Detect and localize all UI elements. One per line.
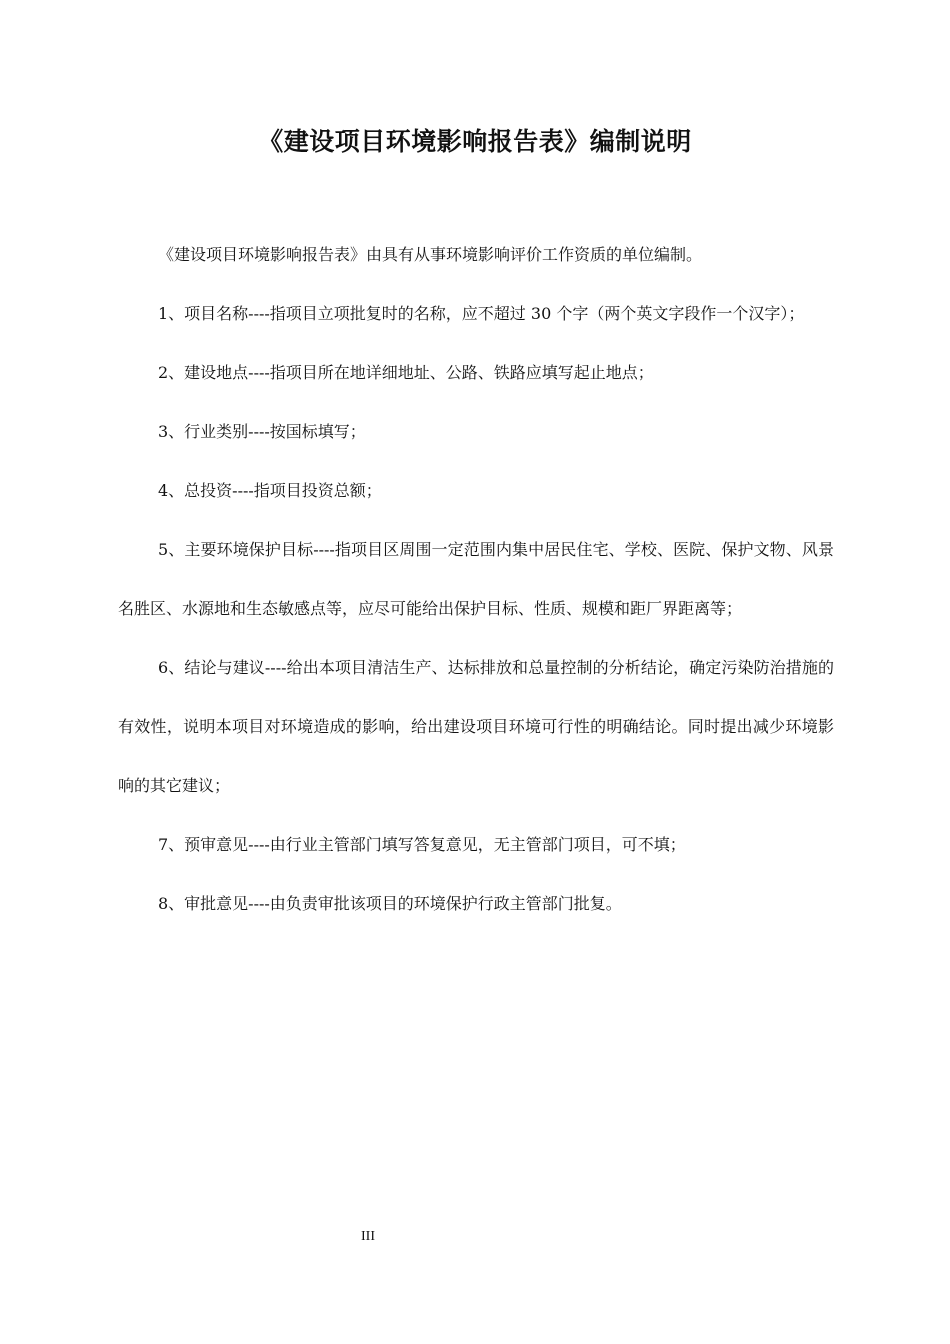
item-protection-targets: 5、主要环境保护目标----指项目区周围一定范围内集中居民住宅、学校、医院、保护文物、风景名胜区、水源地和生态敏感点等，应尽可能给出保护目标、性质、规模和距厂界距离等； [118, 540, 834, 618]
item-total-investment: 4、总投资----指项目投资总额； [158, 481, 382, 500]
item-project-name: 1、项目名称----指项目立项批复时的名称，应不超过 30 个字（两个英文字段作一个汉字）； [158, 304, 805, 323]
page-title: 《建设项目环境影响报告表》编制说明 [258, 127, 692, 156]
document-body [118, 225, 834, 933]
intro-paragraph: 《建设项目环境影响报告表》由具有从事环境影响评价工作资质的单位编制。 [158, 245, 703, 264]
item-industry-category: 3、行业类别----按国标填写； [158, 422, 366, 441]
page-number: III [361, 1229, 375, 1244]
item-preliminary-review: 7、预审意见----由行业主管部门填写答复意见，无主管部门项目，可不填； [158, 835, 686, 854]
item-conclusions: 6、结论与建议----给出本项目清洁生产、达标排放和总量控制的分析结论，确定污染防治措施的有效性，说明本项目对环境造成的影响，给出建设项目环境可行性的明确结论。同时提出减少环境影响的其它建议； [118, 658, 834, 795]
item-construction-site: 2、建设地点----指项目所在地详细地址、公路、铁路应填写起止地点； [158, 363, 654, 382]
item-approval-opinion: 8、审批意见----由负责审批该项目的环境保护行政主管部门批复。 [158, 894, 622, 913]
